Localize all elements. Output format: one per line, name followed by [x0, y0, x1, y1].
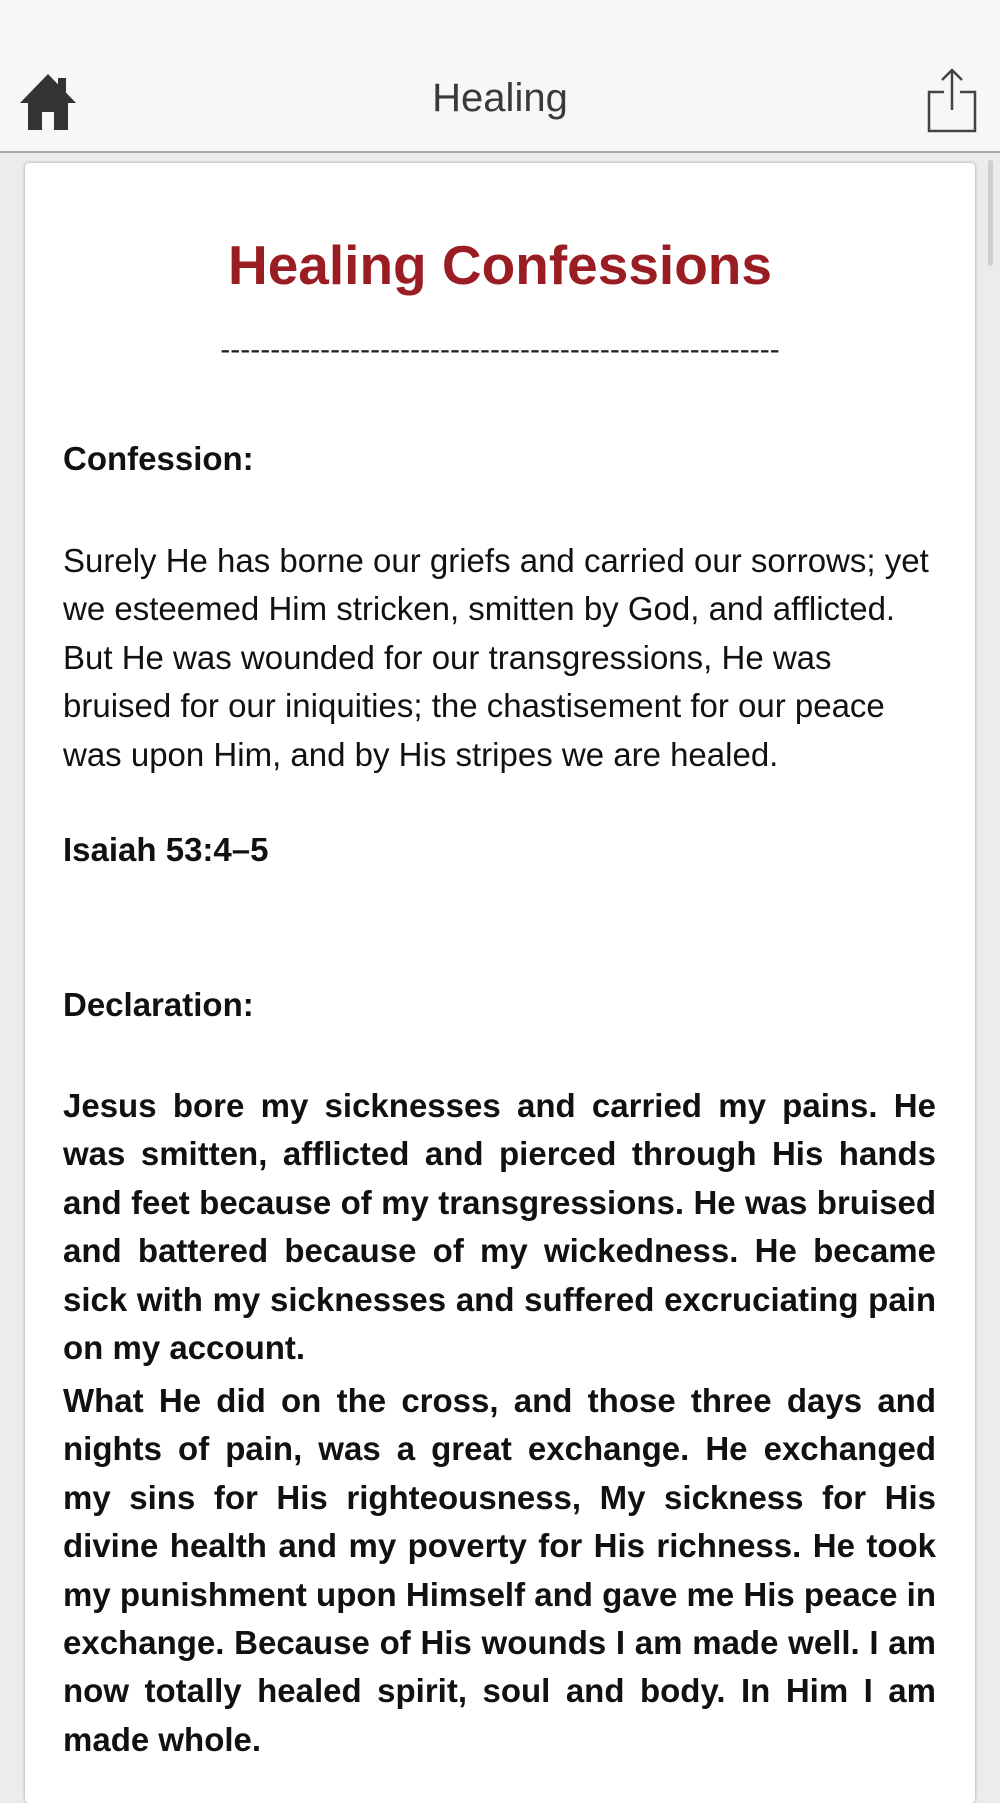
divider-line: --------------------------------------------------------: [220, 333, 780, 366]
confession-text: Surely He has borne our griefs and carried our sorrows; yet we esteemed Him stricken, smitten by God, and afflicted. But He was wounded for our transgressions, He was bruised for our iniquities; the chastisement for our peace was upon Him, and by His stripes we are healed.: [63, 542, 929, 773]
nav-title: Healing: [432, 76, 568, 120]
navigation-bar: [0, 0, 1000, 153]
declaration-paragraph: Jesus bore my sicknesses and carried my pains. He was smitten, afflicted and pierced through His hands and feet because of my transgressions. He was bruised and battered because of my wickedness. He became sick with my sicknesses and suffered excruciating pain on my account.: [63, 1087, 936, 1367]
declaration-paragraph: What He did on the cross, and those three days and nights of pain, was a great exchange. He exchanged my sins for His righteousness, My sickness for His divine health and my poverty for His richness. He took my punishment upon Himself and gave me His peace in exchange. Because of His wounds I am made well. I am now totally healed spirit, soul and body. In Him I am made whole.: [63, 1382, 936, 1758]
share-button[interactable]: [926, 66, 978, 134]
confession-heading: Confession:: [63, 440, 254, 477]
document-title: Healing Confessions: [228, 234, 772, 296]
declaration-heading: Declaration:: [63, 986, 254, 1023]
confession-reference: Isaiah 53:4–5: [63, 831, 269, 868]
share-icon: [926, 66, 978, 134]
